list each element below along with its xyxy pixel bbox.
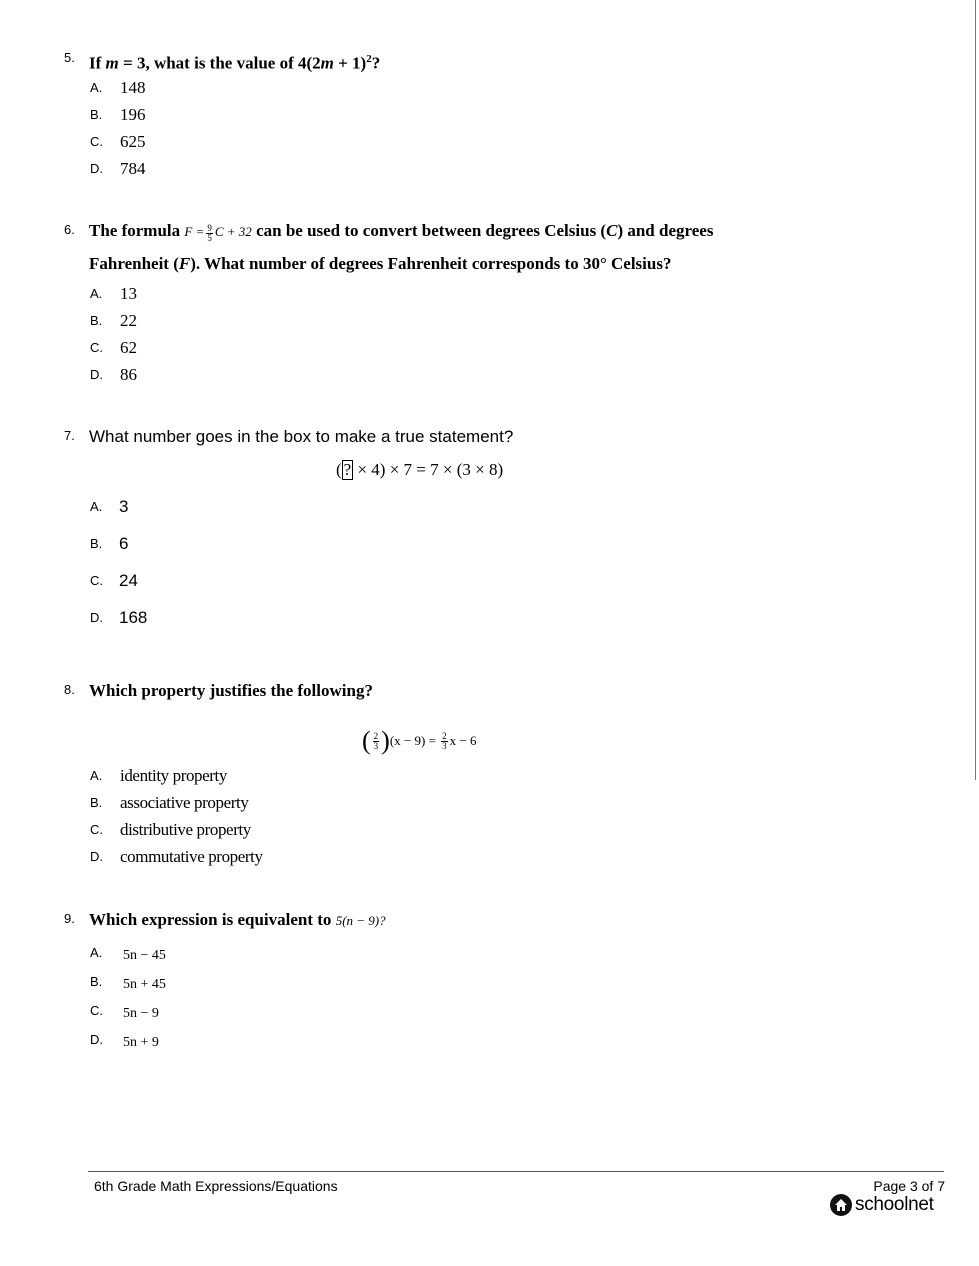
question-number: 7. xyxy=(64,428,75,443)
question-stem: The formula F = $\frac{9}{5}$ C + 32 can be used to convert between degrees Celsius (C) and degrees Fahrenheit (F). What number of degrees Fahrenheit corresponds to 30° Celsius? xyxy=(89,221,714,273)
question-number: 9. xyxy=(64,911,75,926)
answer-box: ? xyxy=(343,460,352,479)
question-stem: Which expression is equivalent to 5(n − 9)? xyxy=(89,910,386,929)
page-number: Page 3 of 7 xyxy=(873,1178,945,1194)
footer-divider xyxy=(88,1171,944,1172)
question-number: 5. xyxy=(64,50,75,65)
question-number: 6. xyxy=(64,222,75,237)
equation: ( ? × 4) × 7 = 7 × (3 × 8) xyxy=(336,460,504,479)
footer-title: 6th Grade Math Expressions/Equations xyxy=(94,1178,338,1194)
question-stem: If m = 3, what is the value of $4(2m + 1)^2$? xyxy=(89,53,381,73)
page-edge-line xyxy=(975,0,976,780)
schoolnet-logo xyxy=(830,1194,934,1216)
brand-name: schoolnet xyxy=(855,1194,934,1215)
question-stem: Which property justifies the following? xyxy=(89,681,373,700)
formula: F = $\frac{9}{5}$ C + 32 xyxy=(184,222,252,243)
question-stem: What number goes in the box to make a true statement? xyxy=(89,427,514,446)
question-number: 8. xyxy=(64,682,75,697)
house-icon xyxy=(830,1194,852,1216)
equation: ( $\frac{2}{3}$ )(x − 9) = $\frac{2}{3}$ x − 6 xyxy=(362,726,477,755)
